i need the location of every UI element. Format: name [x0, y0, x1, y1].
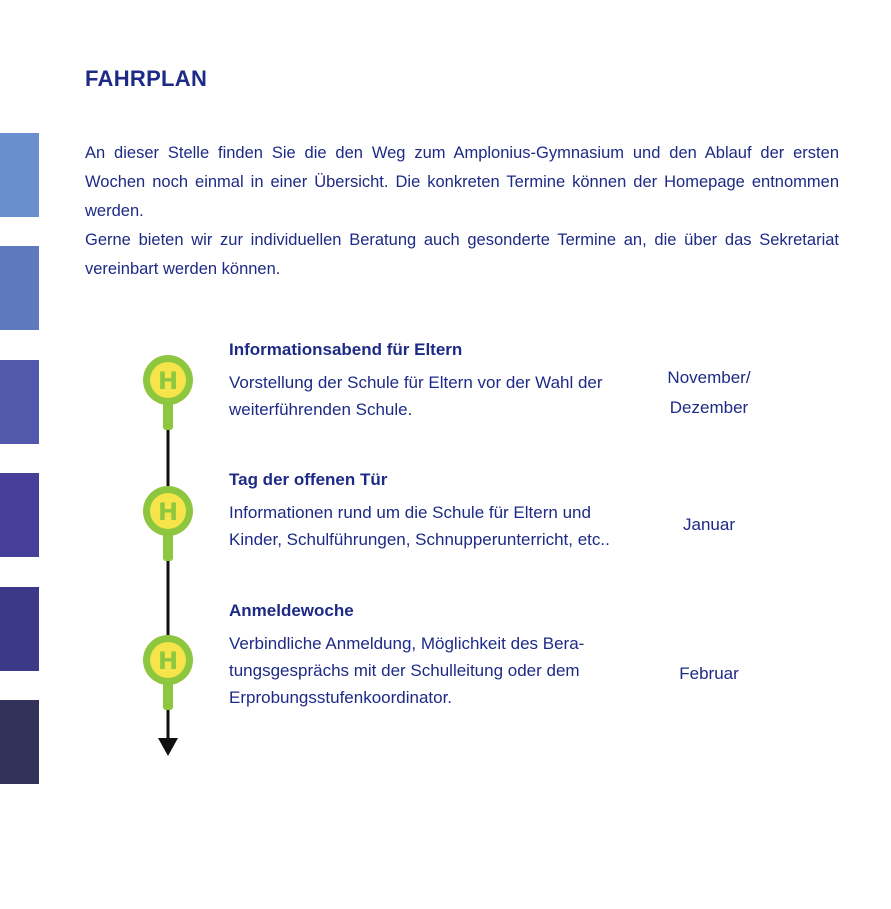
event-3-date	[644, 659, 774, 689]
event-2-title: Tag der offenen Tür	[229, 470, 388, 489]
bus-stop-icon-2	[143, 486, 193, 561]
event-1-date-line-2: Dezember	[669, 398, 749, 417]
intro-paragraph-2: Gerne bieten wir zur individuellen Beratung auch gesonderte Termine an, die über das Sekretariat vereinbart werden können.	[85, 231, 839, 278]
event-2	[229, 469, 649, 553]
event-2-date	[644, 510, 774, 540]
event-3	[229, 600, 649, 711]
intro-paragraph-1: An dieser Stelle finden Sie die den Weg zum Amplonius-Gymnasium und den Ablauf der ersten Wochen noch einmal in einer Übersicht. Die konkreten Termine können der Homepage entnommen werden.	[85, 144, 839, 220]
event-1	[229, 339, 649, 423]
bus-stop-letter-3: H	[157, 647, 179, 675]
event-3-description: Verbindliche Anmeldung, Möglichkeit des Beratungsgesprächs mit der Schulleitung oder dem Erprobungsstufenkoordinator.	[229, 634, 585, 707]
event-2-description: Informationen rund um die Schule für Eltern und Kinder, Schulführungen, Schnupperunterricht, etc..	[229, 503, 610, 549]
bus-stop-letter-1: H	[157, 367, 179, 395]
event-3-title: Anmeldewoche	[229, 601, 354, 620]
event-1-title: Informationsabend für Eltern	[229, 340, 463, 359]
event-1-date	[644, 363, 774, 423]
page-title: FAHRPLAN	[85, 66, 208, 91]
bus-stop-icon-3	[143, 635, 193, 710]
event-3-date-line-1: Februar	[679, 664, 739, 683]
event-2-date-line-1: Januar	[683, 515, 735, 534]
event-1-date-line-1: November/	[667, 368, 751, 387]
timeline-arrow-icon	[158, 738, 178, 756]
bus-stop-letter-2: H	[157, 498, 179, 526]
bus-stop-icon-1	[143, 355, 193, 430]
event-1-description: Vorstellung der Schule für Eltern vor der Wahl der weiterführenden Schule.	[229, 373, 603, 419]
